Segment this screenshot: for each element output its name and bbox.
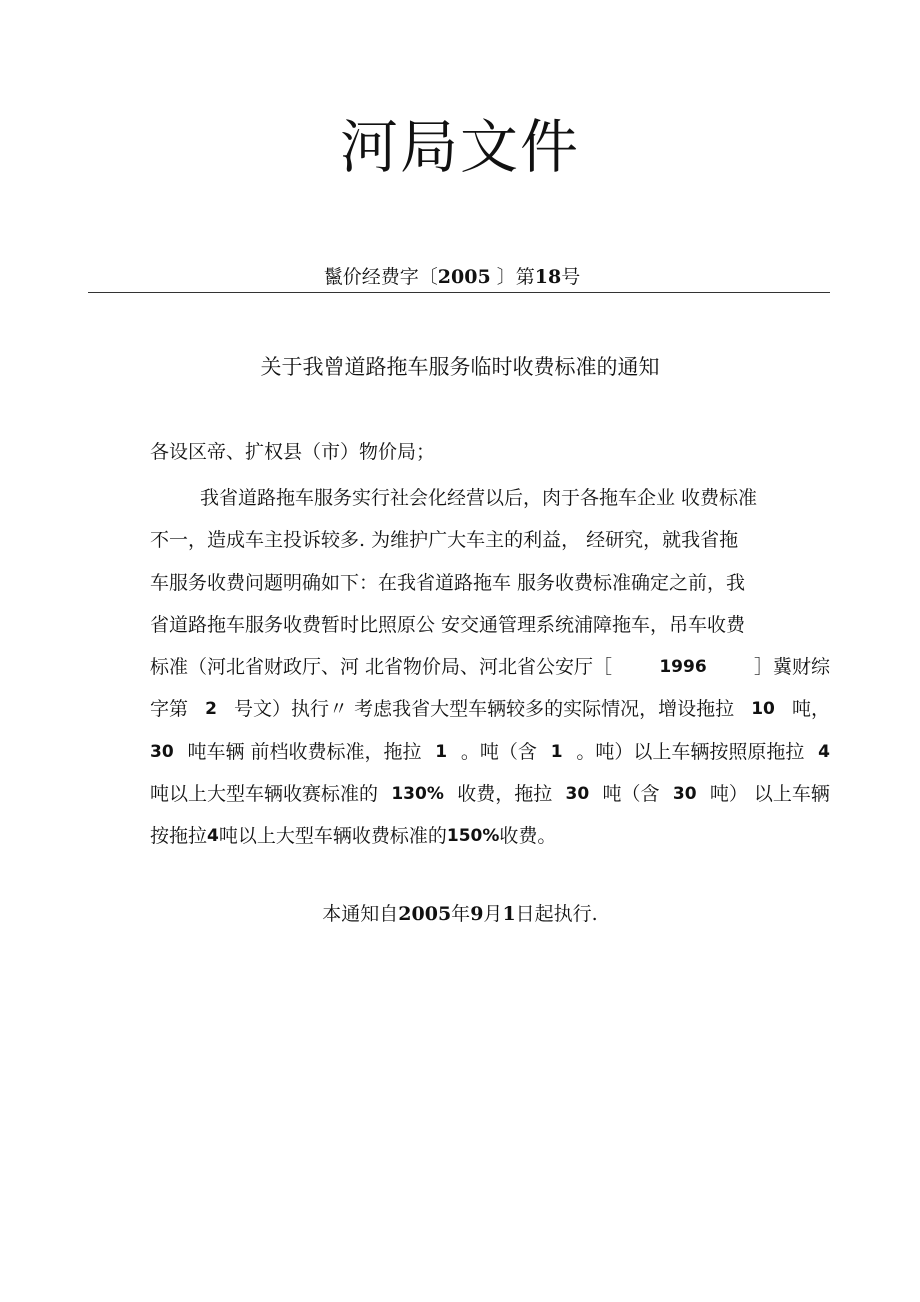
number-run: 1 — [502, 903, 516, 925]
body-line: 车服务收费问题明确如下：在我省道路拖车 服务收费标准确定之前，我 — [150, 571, 746, 594]
body-line: 省道路拖车服务收费暂时比照原公 安交通管理系统浦障拖车，吊车收费 — [150, 613, 746, 636]
number-run: 30 — [150, 741, 174, 762]
body-line: 我省道路拖车服务实行社会化经营以后，肉于各拖车企业 收费标准 — [200, 487, 758, 509]
body-line: 吨以上大型车辆收赛标准的 130% 收费，拖拉 30 吨（含 30 吨） 以上车辆 — [150, 780, 830, 822]
number-run: 2005 — [437, 266, 491, 288]
body-line: 标准（河北省财政厅、河 北省物价局、河北省公安厅［ 1996 ］冀财综 — [150, 653, 830, 695]
number-run: 2 — [205, 699, 217, 720]
number-run: 130% — [391, 784, 444, 805]
notice-title: 关于我曾道路拖车服务临时收费标准的通知 — [260, 355, 660, 379]
notice-body — [150, 484, 830, 865]
number-run: 10 — [751, 699, 775, 720]
number-run: 18 — [534, 266, 562, 288]
number-run: 4 — [207, 826, 219, 847]
body-line: 按拖拉 4 吨以上大型车辆收费标准的 150% 收费。 — [150, 822, 830, 864]
body-line: 不一，造成车主投诉较多. 为维护广大车主的利益， 经研究，就我省拖 — [150, 529, 739, 552]
number-run: 2005 — [398, 903, 452, 925]
effective-date-line: 本通知自2005年9月1日起执行. — [322, 903, 598, 925]
header-divider — [88, 292, 830, 293]
body-line: 30 吨车辆 前档收费标准，拖拉 1 。吨（含 1 。吨）以上车辆按照原拖拉 4 — [150, 738, 830, 780]
number-run: 1996 — [659, 657, 707, 678]
number-run: 30 — [672, 784, 697, 805]
number-run: 9 — [470, 903, 484, 925]
document-header-title: 河局文件 — [339, 113, 580, 181]
number-run: 1 — [550, 741, 563, 762]
body-line: 字第 2 号文）执行〃 考虑我省大型车辆较多的实际情况，增设拖拉 10 吨， — [150, 695, 830, 737]
number-run: 1 — [435, 741, 448, 762]
number-run: 150% — [446, 826, 500, 847]
document-number: 鬣价经费字〔2005 〕第18号 — [323, 266, 581, 288]
number-run: 4 — [818, 741, 830, 762]
number-run: 30 — [565, 784, 590, 805]
addressee-line: 各设区帝、扩权县（市）物价局； — [150, 441, 436, 463]
